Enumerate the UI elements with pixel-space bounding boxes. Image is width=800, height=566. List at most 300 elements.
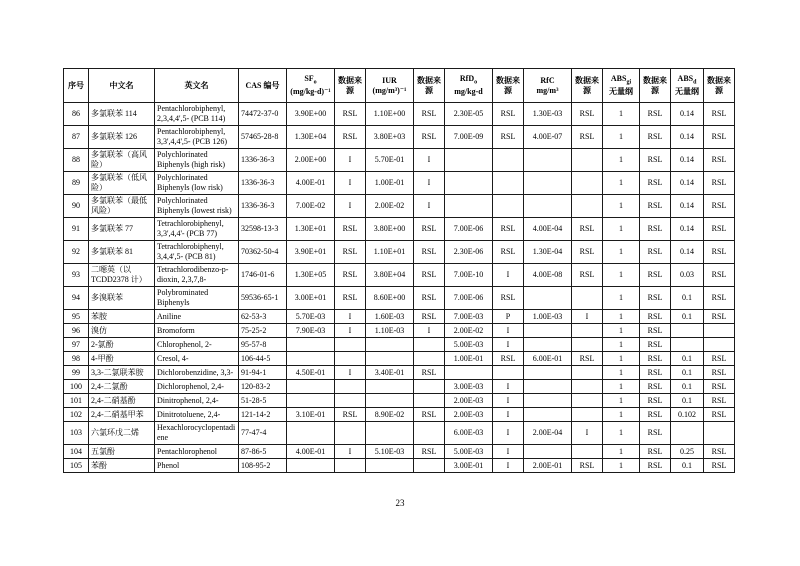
cell-rfd bbox=[445, 195, 493, 218]
col-header-rfd bbox=[445, 69, 493, 103]
cell-rfc bbox=[524, 338, 572, 352]
table-row bbox=[64, 149, 735, 172]
cell-cas: 87-86-5 bbox=[239, 445, 287, 459]
cell-cn: 溴仿 bbox=[89, 324, 155, 338]
cell-en: Tetrachlorobiphenyl, 3,4,4',5- (PCB 81) bbox=[155, 241, 239, 264]
cell-iur_src: I bbox=[414, 324, 445, 338]
cell-en: Dinitrotoluene, 2,4- bbox=[155, 408, 239, 422]
cell-en: Aniline bbox=[155, 310, 239, 324]
cell-sf_src bbox=[335, 459, 366, 473]
cell-absgi_src: RSL bbox=[640, 338, 671, 352]
cell-en: Polychlorinated Biphenyls (high risk) bbox=[155, 149, 239, 172]
cell-no: 86 bbox=[64, 103, 89, 126]
cell-rfc bbox=[524, 287, 572, 310]
cell-en: Dichlorobenzidine, 3,3- bbox=[155, 366, 239, 380]
cell-rfd_src: P bbox=[493, 310, 524, 324]
cell-sf_src bbox=[335, 338, 366, 352]
table-row bbox=[64, 459, 735, 473]
cell-iur_src: I bbox=[414, 172, 445, 195]
table-row bbox=[64, 338, 735, 352]
table-row bbox=[64, 366, 735, 380]
cell-iur bbox=[366, 422, 414, 445]
cell-sf_src: RSL bbox=[335, 126, 366, 149]
cell-iur: 3.80E+04 bbox=[366, 264, 414, 287]
cell-cas: 59536-65-1 bbox=[239, 287, 287, 310]
cell-absgi_src: RSL bbox=[640, 195, 671, 218]
cell-en: Polychlorinated Biphenyls (low risk) bbox=[155, 172, 239, 195]
page-number: 23 bbox=[395, 498, 405, 508]
cell-rfc_src: I bbox=[572, 310, 603, 324]
cell-iur_src: I bbox=[414, 149, 445, 172]
cell-rfd bbox=[445, 149, 493, 172]
cell-cn: 多氯联苯（最低风险） bbox=[89, 195, 155, 218]
cell-rfd_src: RSL bbox=[493, 103, 524, 126]
cell-absgi: 1 bbox=[603, 459, 640, 473]
cell-absd_src: RSL bbox=[704, 310, 735, 324]
cell-sf_src: RSL bbox=[335, 264, 366, 287]
cell-iur_src: RSL bbox=[414, 103, 445, 126]
cell-cas: 70362-50-4 bbox=[239, 241, 287, 264]
cell-rfd: 2.00E-03 bbox=[445, 394, 493, 408]
cell-absd: 0.1 bbox=[671, 310, 704, 324]
cell-cn: 2,4-二硝基甲苯 bbox=[89, 408, 155, 422]
cell-iur: 1.10E+00 bbox=[366, 103, 414, 126]
cell-absgi_src: RSL bbox=[640, 310, 671, 324]
cell-absgi: 1 bbox=[603, 241, 640, 264]
abs-d-symbol: $ABS_d$ bbox=[677, 73, 697, 86]
cell-sf_src: I bbox=[335, 172, 366, 195]
cell-en: Tetrachlorodibenzo-p-dioxin, 2,3,7,8- bbox=[155, 264, 239, 287]
cell-absd_src: RSL bbox=[704, 287, 735, 310]
col-header-chinese-name: 中文名 bbox=[89, 69, 155, 103]
cell-absd_src bbox=[704, 338, 735, 352]
cell-cas: 95-57-8 bbox=[239, 338, 287, 352]
cell-absgi_src: RSL bbox=[640, 264, 671, 287]
cell-rfc bbox=[524, 149, 572, 172]
col-header-english-name: 英文名 bbox=[155, 69, 239, 103]
cell-rfd: 3.00E-01 bbox=[445, 459, 493, 473]
cell-absd bbox=[671, 422, 704, 445]
table-row bbox=[64, 445, 735, 459]
cell-absgi: 1 bbox=[603, 394, 640, 408]
cell-en: Dichlorophenol, 2,4- bbox=[155, 380, 239, 394]
cell-absgi_src: RSL bbox=[640, 103, 671, 126]
cell-cn: 多溴联苯 bbox=[89, 287, 155, 310]
cell-en: Polychlorinated Biphenyls (lowest risk) bbox=[155, 195, 239, 218]
cell-iur: 3.80E+03 bbox=[366, 126, 414, 149]
cell-iur_src: RSL bbox=[414, 218, 445, 241]
cell-rfc_src: RSL bbox=[572, 264, 603, 287]
cell-rfd: 5.00E-03 bbox=[445, 338, 493, 352]
cell-cas: 51-28-5 bbox=[239, 394, 287, 408]
cell-absd: 0.1 bbox=[671, 366, 704, 380]
table-row bbox=[64, 172, 735, 195]
cell-rfd: 2.30E-06 bbox=[445, 241, 493, 264]
col-header-abs-gi bbox=[603, 69, 640, 103]
cell-sf: 3.90E+01 bbox=[287, 241, 335, 264]
cell-sf_src: RSL bbox=[335, 218, 366, 241]
table-row bbox=[64, 352, 735, 366]
cell-iur_src bbox=[414, 380, 445, 394]
cell-absd: 0.1 bbox=[671, 287, 704, 310]
cell-absgi_src: RSL bbox=[640, 445, 671, 459]
cell-cn: 多氯联苯 81 bbox=[89, 241, 155, 264]
cell-no: 103 bbox=[64, 422, 89, 445]
cell-rfc: 4.00E-08 bbox=[524, 264, 572, 287]
cell-rfd: 2.00E-03 bbox=[445, 408, 493, 422]
cell-cn: 3,3-二氯联苯胺 bbox=[89, 366, 155, 380]
cell-cn: 多氯联苯（低风险） bbox=[89, 172, 155, 195]
cell-absgi_src: RSL bbox=[640, 352, 671, 366]
cell-iur: 5.70E-01 bbox=[366, 149, 414, 172]
cell-rfc_src: RSL bbox=[572, 126, 603, 149]
cell-sf_src: RSL bbox=[335, 103, 366, 126]
cell-sf_src: I bbox=[335, 310, 366, 324]
cell-no: 102 bbox=[64, 408, 89, 422]
col-header-sf bbox=[287, 69, 335, 103]
cell-cas: 1746-01-6 bbox=[239, 264, 287, 287]
cell-absd_src: RSL bbox=[704, 126, 735, 149]
cell-absd: 0.03 bbox=[671, 264, 704, 287]
cell-rfc_src bbox=[572, 445, 603, 459]
cell-absd_src: RSL bbox=[704, 394, 735, 408]
cell-iur_src: RSL bbox=[414, 366, 445, 380]
cell-absd: 0.14 bbox=[671, 195, 704, 218]
cell-no: 95 bbox=[64, 310, 89, 324]
cell-sf: 3.00E+01 bbox=[287, 287, 335, 310]
cell-no: 94 bbox=[64, 287, 89, 310]
cell-absgi_src: RSL bbox=[640, 149, 671, 172]
cell-iur_src bbox=[414, 394, 445, 408]
col-header-iur bbox=[366, 69, 414, 103]
cell-rfd: 7.00E-09 bbox=[445, 126, 493, 149]
cell-rfc_src bbox=[572, 195, 603, 218]
cell-rfc: 4.00E-07 bbox=[524, 126, 572, 149]
cell-sf: 1.30E+01 bbox=[287, 218, 335, 241]
cell-en: Phenol bbox=[155, 459, 239, 473]
cell-absgi: 1 bbox=[603, 103, 640, 126]
cell-sf_src: I bbox=[335, 195, 366, 218]
cell-iur: 1.00E-01 bbox=[366, 172, 414, 195]
cell-absd_src: RSL bbox=[704, 366, 735, 380]
cell-cas: 121-14-2 bbox=[239, 408, 287, 422]
cell-no: 105 bbox=[64, 459, 89, 473]
cell-absd bbox=[671, 324, 704, 338]
cell-cas: 77-47-4 bbox=[239, 422, 287, 445]
table-body bbox=[64, 103, 735, 473]
cell-iur_src: RSL bbox=[414, 126, 445, 149]
cell-absd_src: RSL bbox=[704, 218, 735, 241]
cell-rfc: 2.00E-04 bbox=[524, 422, 572, 445]
cell-rfc: 2.00E-01 bbox=[524, 459, 572, 473]
cell-iur_src: RSL bbox=[414, 241, 445, 264]
cell-absgi: 1 bbox=[603, 195, 640, 218]
cell-no: 104 bbox=[64, 445, 89, 459]
cell-cn: 2-氯酚 bbox=[89, 338, 155, 352]
cell-cn: 苯胺 bbox=[89, 310, 155, 324]
cell-absd_src: RSL bbox=[704, 445, 735, 459]
cell-sf_src: I bbox=[335, 324, 366, 338]
abs-d-unit: 无量纲 bbox=[675, 87, 699, 97]
cell-absgi: 1 bbox=[603, 149, 640, 172]
cell-rfc_src: I bbox=[572, 422, 603, 445]
cell-rfc_src bbox=[572, 149, 603, 172]
col-header-sf-source: 数据来源 bbox=[335, 69, 366, 103]
cell-iur bbox=[366, 394, 414, 408]
cell-sf_src bbox=[335, 352, 366, 366]
cell-rfc_src bbox=[572, 172, 603, 195]
cell-en: Pentachlorobiphenyl, 2,3,4,4',5- (PCB 114) bbox=[155, 103, 239, 126]
iur-symbol: IUR bbox=[382, 75, 397, 85]
cell-no: 87 bbox=[64, 126, 89, 149]
cell-rfc_src: RSL bbox=[572, 241, 603, 264]
cell-absgi: 1 bbox=[603, 310, 640, 324]
cell-rfc: 1.30E-03 bbox=[524, 103, 572, 126]
cell-rfd_src: RSL bbox=[493, 218, 524, 241]
cell-absd_src: RSL bbox=[704, 103, 735, 126]
abs-gi-unit: 无量纲 bbox=[609, 87, 633, 97]
table-row bbox=[64, 126, 735, 149]
cell-absgi: 1 bbox=[603, 338, 640, 352]
cell-iur_src bbox=[414, 338, 445, 352]
cell-absd: 0.14 bbox=[671, 149, 704, 172]
rfc-unit: mg/m³ bbox=[536, 85, 559, 95]
cell-absd_src: RSL bbox=[704, 408, 735, 422]
cell-cas: 74472-37-0 bbox=[239, 103, 287, 126]
table-row bbox=[64, 408, 735, 422]
table-row bbox=[64, 380, 735, 394]
cell-cn: 多氯联苯 77 bbox=[89, 218, 155, 241]
cell-iur: 1.10E-03 bbox=[366, 324, 414, 338]
cell-cas: 91-94-1 bbox=[239, 366, 287, 380]
cell-cn: 多氯联苯 114 bbox=[89, 103, 155, 126]
cell-iur: 1.10E+01 bbox=[366, 241, 414, 264]
cell-no: 100 bbox=[64, 380, 89, 394]
cell-rfd_src: I bbox=[493, 459, 524, 473]
cell-en: Dinitrophenol, 2,4- bbox=[155, 394, 239, 408]
cell-no: 92 bbox=[64, 241, 89, 264]
rfc-symbol: RfC bbox=[540, 75, 555, 85]
cell-iur_src bbox=[414, 352, 445, 366]
table-row bbox=[64, 422, 735, 445]
cell-rfd_src bbox=[493, 172, 524, 195]
cell-absgi_src: RSL bbox=[640, 459, 671, 473]
cell-sf_src: I bbox=[335, 149, 366, 172]
cell-rfd_src: I bbox=[493, 380, 524, 394]
cell-rfd: 2.30E-05 bbox=[445, 103, 493, 126]
cell-rfd: 6.00E-03 bbox=[445, 422, 493, 445]
cell-iur: 3.80E+00 bbox=[366, 218, 414, 241]
sf-unit: (mg/kg-d)⁻¹ bbox=[290, 87, 331, 97]
cell-absd_src: RSL bbox=[704, 264, 735, 287]
cell-absd bbox=[671, 338, 704, 352]
cell-sf_src: RSL bbox=[335, 241, 366, 264]
toxicity-parameters-table bbox=[63, 68, 735, 473]
cell-rfc_src: RSL bbox=[572, 218, 603, 241]
cell-sf: 2.00E+00 bbox=[287, 149, 335, 172]
cell-rfc bbox=[524, 172, 572, 195]
cell-rfd: 1.00E-01 bbox=[445, 352, 493, 366]
cell-cas: 32598-13-3 bbox=[239, 218, 287, 241]
table-row bbox=[64, 241, 735, 264]
cell-cas: 1336-36-3 bbox=[239, 149, 287, 172]
cell-rfc bbox=[524, 324, 572, 338]
abs-gi-symbol: $ABS_{gi}$ bbox=[610, 73, 632, 86]
cell-absgi: 1 bbox=[603, 218, 640, 241]
cell-sf bbox=[287, 380, 335, 394]
cell-sf_src bbox=[335, 380, 366, 394]
cell-absgi_src: RSL bbox=[640, 324, 671, 338]
cell-cas: 120-83-2 bbox=[239, 380, 287, 394]
cell-absgi: 1 bbox=[603, 324, 640, 338]
cell-cas: 57465-28-8 bbox=[239, 126, 287, 149]
cell-iur_src bbox=[414, 422, 445, 445]
cell-rfc_src: RSL bbox=[572, 352, 603, 366]
cell-no: 90 bbox=[64, 195, 89, 218]
cell-absd_src: RSL bbox=[704, 149, 735, 172]
table-row bbox=[64, 394, 735, 408]
cell-cn: 多氯联苯 126 bbox=[89, 126, 155, 149]
table-row bbox=[64, 264, 735, 287]
cell-rfd: 2.00E-02 bbox=[445, 324, 493, 338]
cell-sf_src: RSL bbox=[335, 408, 366, 422]
cell-absgi: 1 bbox=[603, 380, 640, 394]
cell-no: 99 bbox=[64, 366, 89, 380]
cell-rfd_src bbox=[493, 149, 524, 172]
cell-rfc: 1.00E-03 bbox=[524, 310, 572, 324]
cell-absgi: 1 bbox=[603, 366, 640, 380]
cell-no: 88 bbox=[64, 149, 89, 172]
header-row bbox=[64, 69, 735, 103]
cell-absd: 0.25 bbox=[671, 445, 704, 459]
cell-rfc_src: RSL bbox=[572, 459, 603, 473]
cell-cn: 2,4-二氯酚 bbox=[89, 380, 155, 394]
col-header-rfc-source: 数据来源 bbox=[572, 69, 603, 103]
cell-cas: 1336-36-3 bbox=[239, 195, 287, 218]
cell-rfd_src: I bbox=[493, 338, 524, 352]
cell-iur: 8.90E-02 bbox=[366, 408, 414, 422]
cell-sf: 1.30E+05 bbox=[287, 264, 335, 287]
cell-rfc bbox=[524, 366, 572, 380]
col-header-no: 序号 bbox=[64, 69, 89, 103]
rfd-symbol: RfD$_o$ bbox=[459, 73, 478, 86]
cell-absd: 0.1 bbox=[671, 352, 704, 366]
cell-rfc_src bbox=[572, 338, 603, 352]
cell-sf: 3.10E-01 bbox=[287, 408, 335, 422]
sf-symbol: $SF_o$ bbox=[304, 73, 317, 86]
cell-absd: 0.14 bbox=[671, 103, 704, 126]
cell-absd: 0.1 bbox=[671, 380, 704, 394]
cell-absd_src: RSL bbox=[704, 380, 735, 394]
cell-absgi: 1 bbox=[603, 422, 640, 445]
cell-cn: 2,4-二硝基酚 bbox=[89, 394, 155, 408]
cell-en: Polybrominated Biphenyls bbox=[155, 287, 239, 310]
cell-sf bbox=[287, 394, 335, 408]
cell-rfc: 4.00E-04 bbox=[524, 218, 572, 241]
cell-no: 98 bbox=[64, 352, 89, 366]
cell-sf: 7.00E-02 bbox=[287, 195, 335, 218]
cell-iur bbox=[366, 338, 414, 352]
cell-rfd_src: I bbox=[493, 445, 524, 459]
cell-absgi_src: RSL bbox=[640, 380, 671, 394]
cell-rfc_src: RSL bbox=[572, 103, 603, 126]
rfd-unit: mg/kg-d bbox=[454, 87, 483, 97]
cell-cas: 108-95-2 bbox=[239, 459, 287, 473]
cell-rfd_src: RSL bbox=[493, 287, 524, 310]
cell-rfd: 5.00E-03 bbox=[445, 445, 493, 459]
cell-sf_src: I bbox=[335, 445, 366, 459]
cell-cas: 106-44-5 bbox=[239, 352, 287, 366]
col-header-abs-d-source: 数据来源 bbox=[704, 69, 735, 103]
cell-sf_src bbox=[335, 394, 366, 408]
cell-rfc_src bbox=[572, 394, 603, 408]
cell-absgi_src: RSL bbox=[640, 366, 671, 380]
cell-en: Pentachlorophenol bbox=[155, 445, 239, 459]
cell-rfc bbox=[524, 195, 572, 218]
cell-absgi: 1 bbox=[603, 408, 640, 422]
cell-rfc_src bbox=[572, 380, 603, 394]
cell-absd: 0.14 bbox=[671, 218, 704, 241]
cell-rfc_src bbox=[572, 366, 603, 380]
cell-absgi_src: RSL bbox=[640, 287, 671, 310]
table-header bbox=[64, 69, 735, 103]
cell-sf_src: I bbox=[335, 366, 366, 380]
col-header-rfc bbox=[524, 69, 572, 103]
cell-absd: 0.14 bbox=[671, 172, 704, 195]
cell-rfc_src bbox=[572, 287, 603, 310]
cell-sf: 4.50E-01 bbox=[287, 366, 335, 380]
cell-en: Chlorophenol, 2- bbox=[155, 338, 239, 352]
cell-iur: 2.00E-02 bbox=[366, 195, 414, 218]
table-row bbox=[64, 103, 735, 126]
cell-en: Hexachlorocyclopentadiene bbox=[155, 422, 239, 445]
cell-absd_src: RSL bbox=[704, 195, 735, 218]
cell-absgi_src: RSL bbox=[640, 408, 671, 422]
cell-iur: 1.60E-03 bbox=[366, 310, 414, 324]
cell-iur_src bbox=[414, 459, 445, 473]
cell-absd: 0.14 bbox=[671, 126, 704, 149]
cell-rfd: 3.00E-03 bbox=[445, 380, 493, 394]
cell-rfd bbox=[445, 172, 493, 195]
cell-en: Cresol, 4- bbox=[155, 352, 239, 366]
table-row bbox=[64, 287, 735, 310]
col-header-abs-gi-source: 数据来源 bbox=[640, 69, 671, 103]
cell-cn: 二噁英（以 TCDD2378 计） bbox=[89, 264, 155, 287]
cell-rfd: 7.00E-03 bbox=[445, 310, 493, 324]
cell-rfc bbox=[524, 445, 572, 459]
iur-unit: (mg/m³)⁻¹ bbox=[372, 85, 407, 95]
cell-sf: 4.00E-01 bbox=[287, 445, 335, 459]
cell-cn: 六氯环戊二烯 bbox=[89, 422, 155, 445]
cell-sf: 7.90E-03 bbox=[287, 324, 335, 338]
cell-rfc bbox=[524, 380, 572, 394]
col-header-cas: CAS 编号 bbox=[239, 69, 287, 103]
cell-iur_src: RSL bbox=[414, 264, 445, 287]
cell-sf bbox=[287, 352, 335, 366]
cell-absgi_src: RSL bbox=[640, 422, 671, 445]
cell-absd: 0.102 bbox=[671, 408, 704, 422]
cell-iur: 8.60E+00 bbox=[366, 287, 414, 310]
cell-rfd_src: I bbox=[493, 394, 524, 408]
cell-sf: 1.30E+04 bbox=[287, 126, 335, 149]
cell-cas: 1336-36-3 bbox=[239, 172, 287, 195]
col-header-iur-source: 数据来源 bbox=[414, 69, 445, 103]
cell-cn: 多氯联苯（高风险） bbox=[89, 149, 155, 172]
cell-rfd_src: RSL bbox=[493, 126, 524, 149]
cell-sf: 5.70E-03 bbox=[287, 310, 335, 324]
table-row bbox=[64, 218, 735, 241]
cell-absd: 0.1 bbox=[671, 459, 704, 473]
